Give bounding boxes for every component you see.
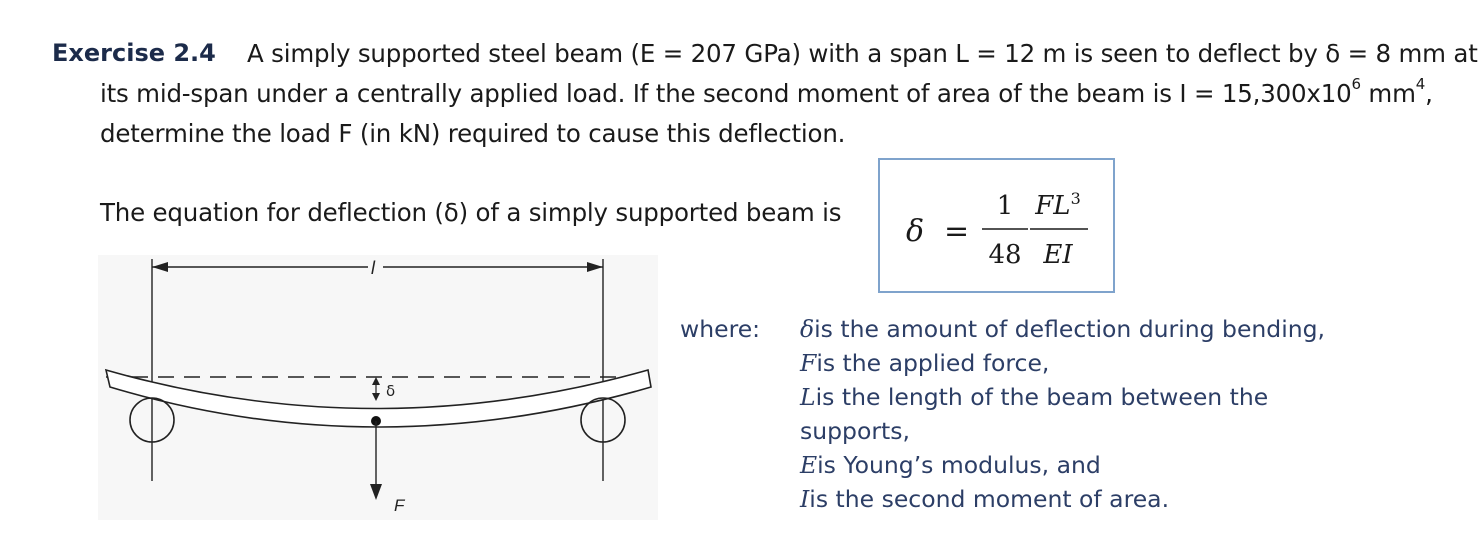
span-arrowhead-left [152,262,168,272]
unit-mm: mm [1360,79,1416,108]
span-arrowhead-right [587,262,603,272]
force-label: F [394,496,405,515]
formula-den-48: 48 [988,240,1022,270]
exponent-6: 6 [1351,75,1361,93]
definition: is the second moment of area. [809,485,1170,513]
where-item-delta [800,312,1325,346]
where-label: where: [680,315,761,343]
exercise-line-1: A simply supported steel beam (E = 207 GPa) with a span L = 12 m is seen to deflect by δ = 8 mm at [247,39,1478,68]
exercise-line-3: determine the load F (in kN) required to cause this deflection. [100,119,846,148]
where-item-force [800,346,1049,380]
exercise-line-2 [100,75,1433,108]
definition: is the amount of deflection during bending, [814,315,1326,343]
equation-box [878,158,1115,293]
symbol: I [800,485,810,513]
formula-num-1: 1 [996,191,1014,221]
formula-equals: = [944,214,970,249]
formula-num-FL [1034,189,1081,221]
deflection-label: δ [386,382,396,400]
beam-figure [98,255,658,520]
deflection-arrow-down [372,393,380,401]
formula-den-EI: EI [1043,240,1073,270]
comma: , [1425,79,1433,108]
deflection-arrow-up [372,377,380,385]
where-item-moment [800,482,1169,516]
where-item-length-cont [800,414,910,448]
symbol: δ [800,315,815,343]
definition: is Young’s modulus, and [817,451,1101,479]
exercise-label: Exercise 2.4 [52,39,216,67]
formula-exp-3: 3 [1070,189,1081,208]
beam-diagram [98,255,658,520]
definition: supports, [800,417,910,445]
formula-delta: δ [906,214,925,249]
symbol: L [800,383,816,411]
symbol: F [800,349,817,377]
exponent-4: 4 [1415,75,1426,93]
definition: is the applied force, [816,349,1050,377]
span-length-label: l [371,258,375,278]
equation-intro: The equation for deflection (δ) of a simply supported beam is [100,198,842,227]
deflection-formula [880,160,1113,291]
definition: is the length of the beam between the [815,383,1269,411]
line-2-text: its mid-span under a centrally applied load. If the second moment of area of the beam is I = 15,300x10 [100,79,1352,108]
where-item-youngs [800,448,1101,482]
force-arrowhead [370,484,382,500]
symbol: E [800,451,818,479]
formula-fl: FL [1035,191,1071,221]
where-item-length [800,380,1268,414]
